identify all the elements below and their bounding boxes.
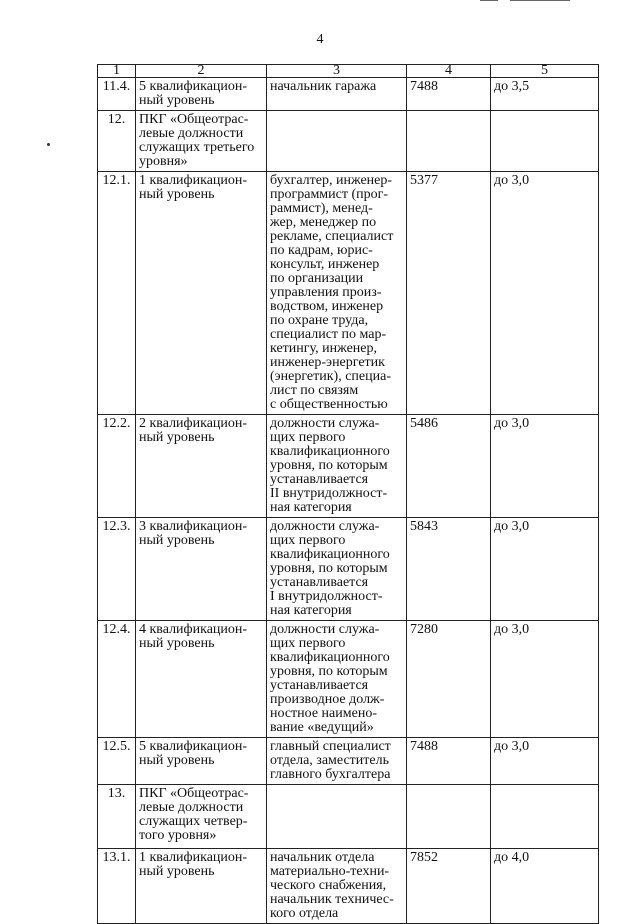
salary-text: 7852: [410, 850, 438, 865]
row-number-text: 12.1.: [102, 173, 131, 188]
salary-cell: [407, 78, 491, 111]
coefficient-cell: [491, 518, 599, 621]
salary-cell: [407, 172, 491, 415]
qualification-group-text: 2 квалификацион- ный уровень: [139, 416, 248, 445]
salary-table: [97, 64, 599, 924]
positions-cell: [267, 518, 407, 621]
row-number-cell: [98, 172, 136, 415]
qualification-group-text: 1 квалификацион- ный уровень: [139, 850, 248, 879]
salary-cell: [407, 738, 491, 785]
positions-text: главный специалист отдела, заместитель главного бухгалтера: [270, 739, 391, 782]
salary-text: 7488: [410, 739, 438, 754]
salary-cell: [407, 785, 491, 849]
positions-text: начальник гаража: [270, 79, 377, 94]
coefficient-text: до 3,0: [494, 519, 530, 534]
header-cell: 4: [407, 65, 491, 78]
qualification-group-text: ПКГ «Общеотрас- левые должности служащих третьего уровня»: [139, 112, 255, 169]
coefficient-text: до 3,0: [494, 173, 530, 188]
row-number-cell: [98, 849, 136, 924]
table-row: [98, 849, 599, 924]
header-cell: 5: [491, 65, 599, 78]
qualification-group-cell: [136, 621, 267, 738]
row-number-text: 12.2.: [102, 416, 131, 431]
qualification-group-text: 1 квалификацион- ный уровень: [139, 173, 248, 202]
positions-cell: [267, 172, 407, 415]
row-number-cell: [98, 518, 136, 621]
qualification-group-text: ПКГ «Общеотрас- левые должности служащих четвер- того уровня»: [139, 786, 249, 843]
coefficient-cell: [491, 738, 599, 785]
qualification-group-text: 3 квалификацион- ный уровень: [139, 519, 248, 548]
qualification-group-cell: [136, 172, 267, 415]
coefficient-text: до 3,0: [494, 739, 530, 754]
coefficient-cell: [491, 415, 599, 518]
row-number-text: 12.5.: [102, 739, 131, 754]
positions-cell: [267, 738, 407, 785]
table-row: [98, 785, 599, 849]
salary-text: 5486: [410, 416, 438, 431]
row-number-cell: [98, 621, 136, 738]
row-number-cell: [98, 78, 136, 111]
header-cell: 2: [136, 65, 267, 78]
table-row: [98, 172, 599, 415]
table-header-row: [98, 65, 599, 78]
table-row: [98, 621, 599, 738]
scan-dot: [47, 143, 50, 146]
row-number-cell: [98, 111, 136, 172]
salary-cell: [407, 415, 491, 518]
table-row: [98, 518, 599, 621]
coefficient-cell: [491, 111, 599, 172]
coefficient-text: до 3,0: [494, 416, 530, 431]
qualification-group-text: 5 квалификацион- ный уровень: [139, 79, 248, 108]
positions-text: начальник отдела материально-техни- ческого снабжения, начальник техничес- кого отдела: [270, 850, 394, 921]
coefficient-text: до 4,0: [494, 850, 530, 865]
salary-cell: [407, 111, 491, 172]
row-number-text: 13.: [107, 786, 126, 801]
row-number-text: 12.: [107, 112, 126, 127]
qualification-group-cell: [136, 415, 267, 518]
positions-cell: [267, 415, 407, 518]
salary-cell: [407, 849, 491, 924]
row-number-text: 12.4.: [102, 622, 131, 637]
coefficient-cell: [491, 78, 599, 111]
row-number-cell: [98, 738, 136, 785]
qualification-group-cell: [136, 78, 267, 111]
qualification-group-text: 4 квалификацион- ный уровень: [139, 622, 248, 651]
salary-cell: [407, 621, 491, 738]
salary-cell: [407, 518, 491, 621]
positions-cell: [267, 111, 407, 172]
coefficient-cell: [491, 172, 599, 415]
positions-text: должности служа- щих первого квалификационного уровня, по которым устанавливается II внутридолжност- ная категория: [270, 416, 390, 515]
positions-text: должности служа- щих первого квалификационного уровня, по которым устанавливается производное долж- ностное наимено- вание «ведущий»: [270, 622, 390, 735]
salary-text: 7488: [410, 79, 438, 94]
coefficient-text: до 3,5: [494, 79, 530, 94]
row-number-cell: [98, 785, 136, 849]
table-row: [98, 78, 599, 111]
row-number-cell: [98, 415, 136, 518]
row-number-text: 11.4.: [102, 79, 131, 94]
qualification-group-cell: [136, 785, 267, 849]
salary-text: 7280: [410, 622, 438, 637]
table-row: [98, 738, 599, 785]
table-row: [98, 111, 599, 172]
qualification-group-cell: [136, 518, 267, 621]
positions-cell: [267, 78, 407, 111]
salary-text: 5377: [410, 173, 438, 188]
positions-text: бухгалтер, инженер- программист (прог- раммист), менед- жер, менеджер по рекламе, специалист по кадрам, юрис- консульт, инженер по организации управления произ- водством, инженер по охране труда, специалист по мар- кетингу, инженер, инженер-энергетик (энергетик), специа- лист по связям с общественностью: [270, 173, 394, 412]
salary-text: 5843: [410, 519, 438, 534]
qualification-group-cell: [136, 849, 267, 924]
header-cell: 1: [98, 65, 136, 78]
positions-cell: [267, 849, 407, 924]
qualification-group-text: 5 квалификацион- ный уровень: [139, 739, 248, 768]
scan-marks: [480, 0, 600, 4]
qualification-group-cell: [136, 738, 267, 785]
coefficient-cell: [491, 849, 599, 924]
coefficient-text: до 3,0: [494, 622, 530, 637]
table-row: [98, 415, 599, 518]
row-number-text: 13.1.: [102, 850, 131, 865]
positions-cell: [267, 785, 407, 849]
row-number-text: 12.3.: [102, 519, 131, 534]
coefficient-cell: [491, 785, 599, 849]
positions-text: должности служа- щих первого квалификационного уровня, по которым устанавливается I внутридолжност- ная категория: [270, 519, 390, 618]
coefficient-cell: [491, 621, 599, 738]
page-number: 4: [316, 32, 324, 47]
positions-cell: [267, 621, 407, 738]
header-cell: 3: [267, 65, 407, 78]
qualification-group-cell: [136, 111, 267, 172]
